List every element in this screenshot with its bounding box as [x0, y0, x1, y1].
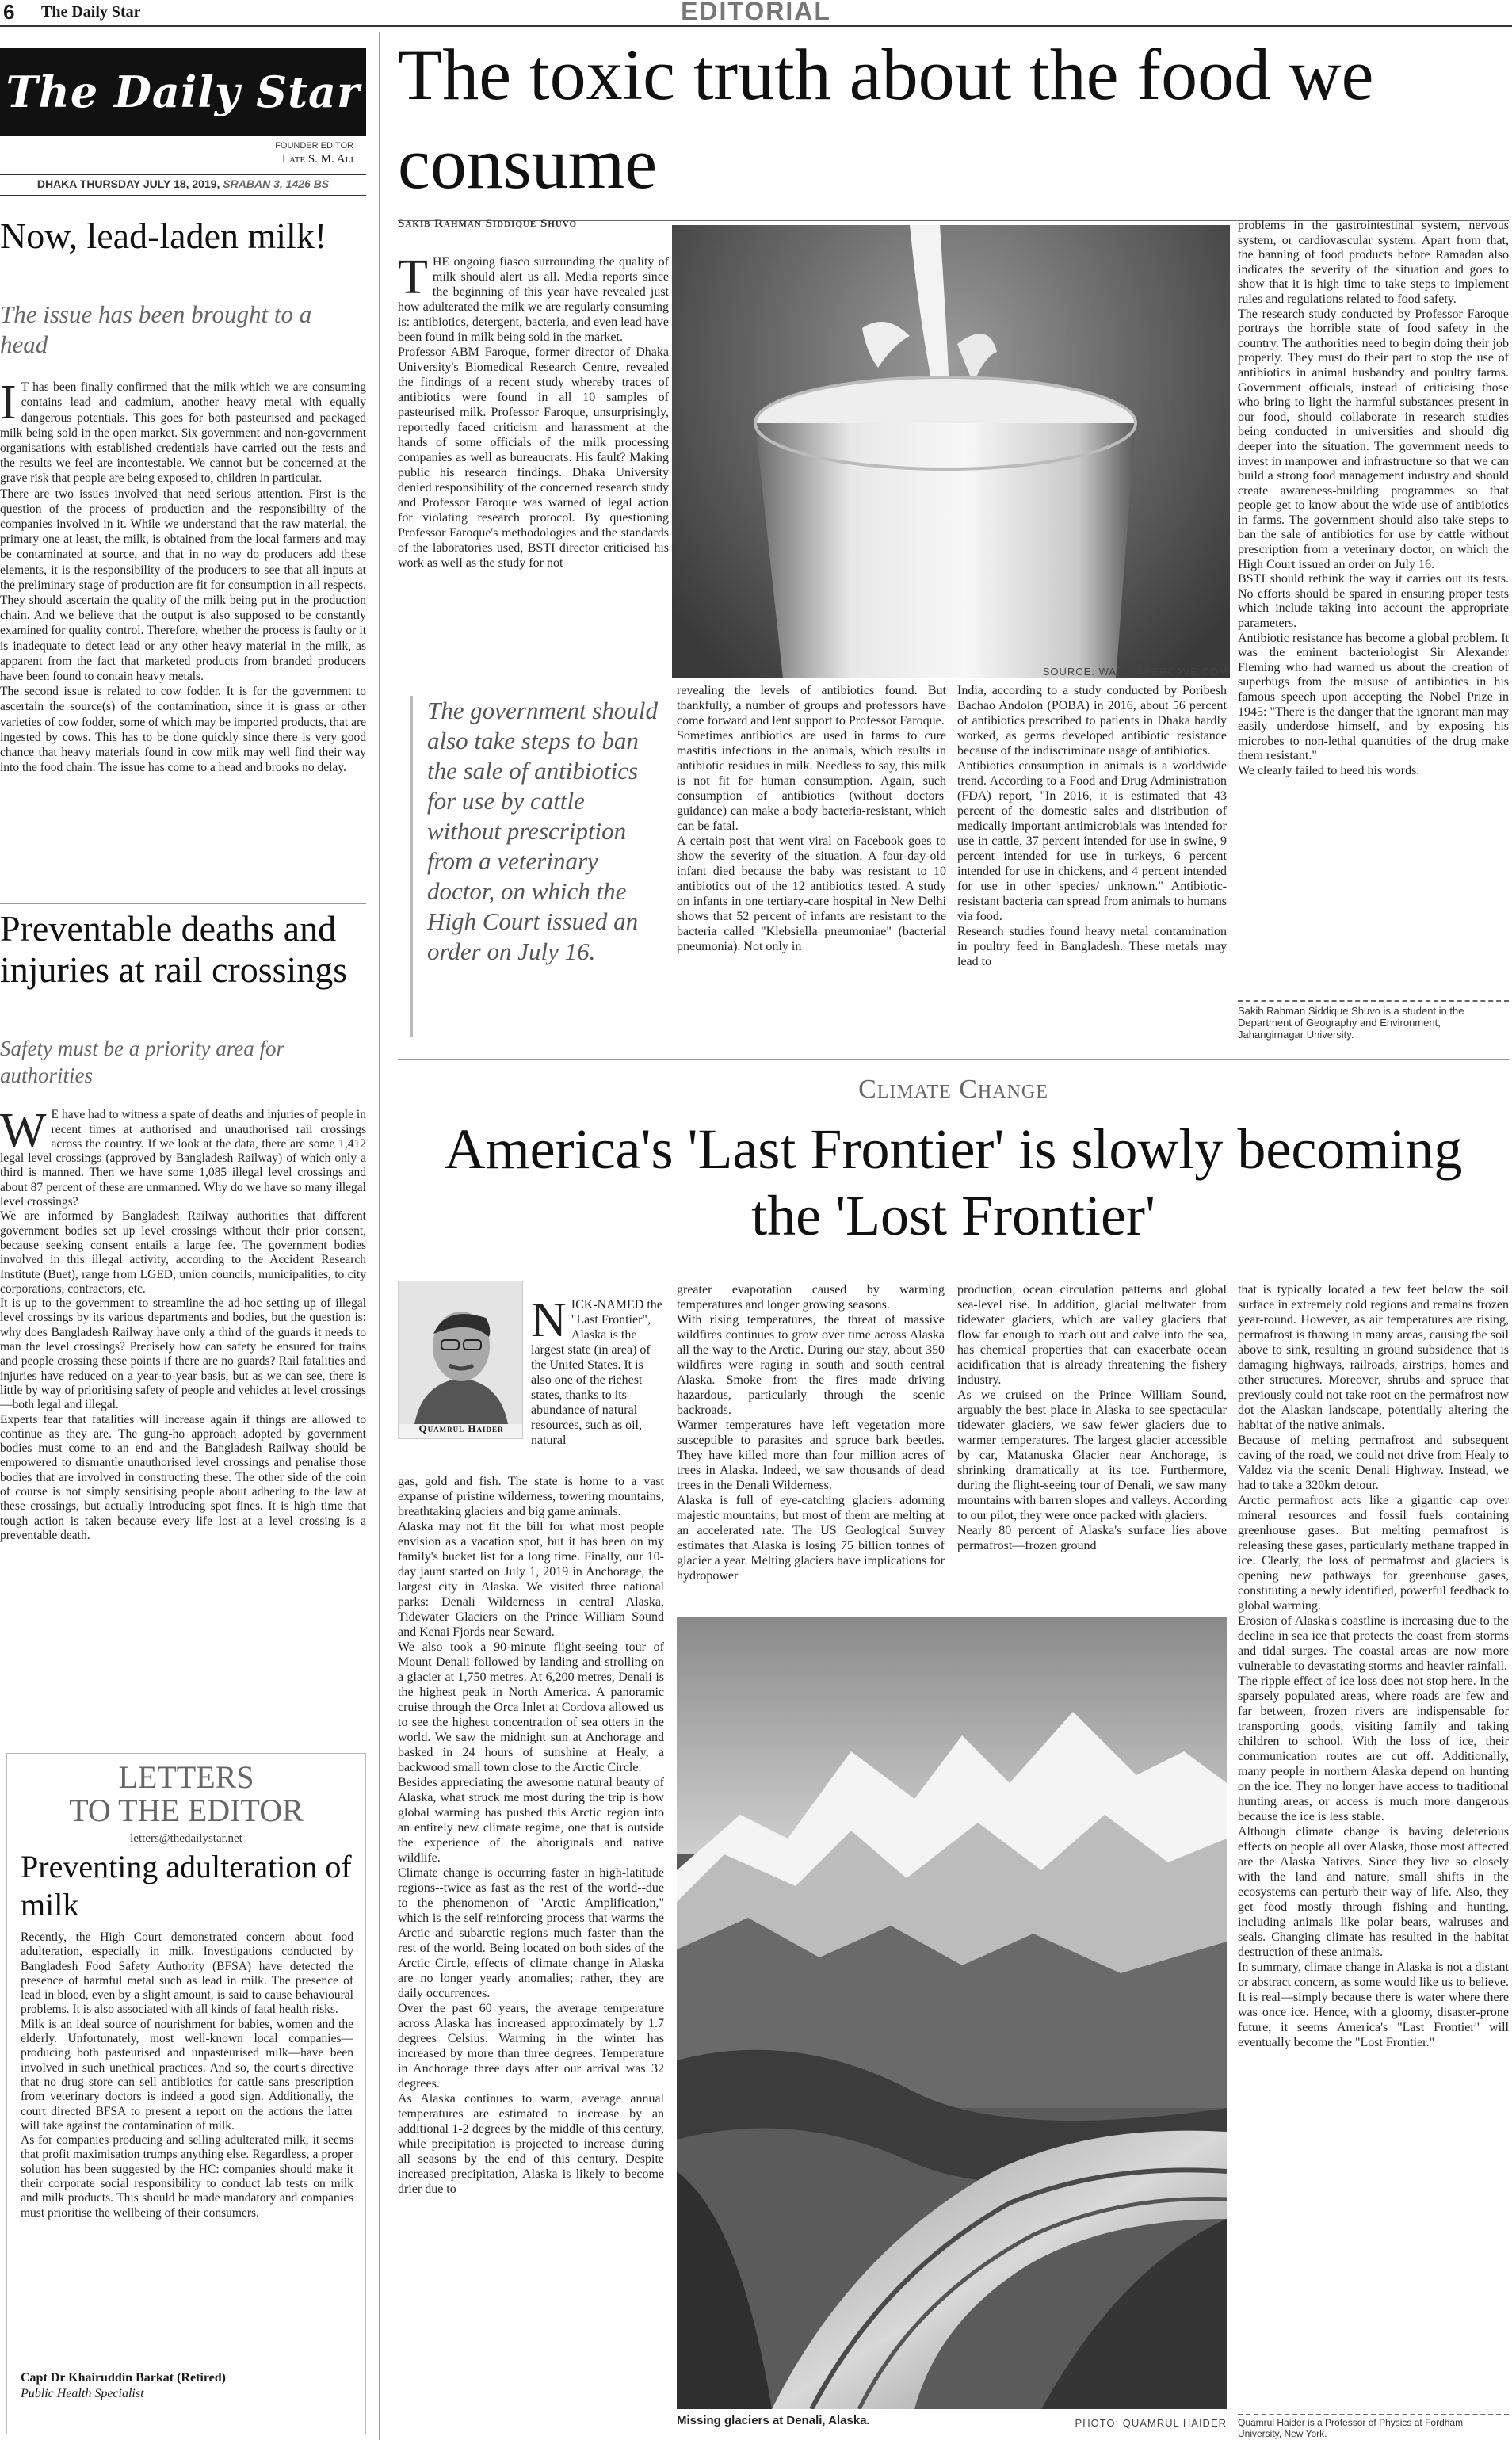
masthead-rule — [0, 174, 366, 175]
milk-pullquote-box — [410, 696, 662, 1037]
editorial2-dropcap: W — [0, 1104, 47, 1159]
editorial2-headline: Preventable deaths and injuries at rail crossings — [0, 908, 348, 990]
climate-dropcap: N — [531, 1293, 567, 1347]
milk-author-note: Sakib Rahman Siddique Shuvo is a student in the Department of Geography and Environment, Jahangirnagar University. — [1238, 1005, 1464, 1041]
dateline-bangla: SRABAN 3, 1426 BS — [223, 178, 330, 190]
milk-photo — [672, 225, 1230, 678]
milk-col2: revealing the levels of antibiotics found. But thankfully, a number of groups and professors have come forward and lent support to Professor Faroque. Sometimes antibiotics are used in farms to cure mastitis infections in the animals, which results in antibiotic residues in milk. Needless to say, this milk is not fit for human consumption. Again, such consumption of antibiotics (without doctors' guidance) can make a body bacteria-resistant, which can be fatal. A certain post that went viral on Facebook goes to show the severity of the situation. A four-day-old infant died because the baby was resistant to 10 antibiotics out of the 12 antibiotics tested. A study on infants in one tertiary-care hospital in New Delhi shows that 52 percent of infants are resistant to the bacteria called "Klebsiella pneumoniae" (bacterial pneumonia). Not only in — [677, 684, 946, 953]
masthead-rule-2 — [0, 195, 366, 196]
glacier-landscape-illustration — [677, 1617, 1227, 2409]
editorial2-body — [0, 1094, 366, 1716]
climate-top-rule — [398, 1059, 1509, 1060]
editorial1-subhead: The issue has been brought to a head — [0, 300, 312, 358]
letters-title — [6, 1761, 366, 1827]
climate-author-rule — [1238, 2414, 1509, 2415]
editorial2-text: E have had to witness a spate of deaths and injuries of people in recent times at authorised and unauthorised rail crossings across the country. If we look at the data, there are some 1,412 legal level crossings (approved by Bangladesh Railway) of which only a third is manned. Then we have some 1,085 illegal level crossings and about 87 percent of these are unmanned. Why do we have so many illegal level crossings? We are informed by Bangladesh Railway authorities that different government bodies set up level crossings without their prior consent, because seeking consent entails a large fee. The government bodies involved in this illegal activity, according to the Accident Research Institute (Buet), range from LGED, union councils, municipalities, to city corporations, contractors, etc. It is up to the government to streamline the ad-hoc setting up of illegal level crossings by its various departments and bodies, but the question is: why does Bangladesh Railway have only a third of the guards it needs to man the level crossings? Precisely how can safety be ensured for trains and people crossing these points if there are no guards? Rail fatalities and injuries have reduced on a year-to-year basis, but as we can see, there is little by way of prioritising safety of people and vehicles at level crossings—both legal and illegal. Experts fear that fatalities will increase again if things are allowed to continue as they are. The gung-ho approach adopted by government bodies must come to an end and the Bangladesh Railway should be empowered to dismantle unauthorised level crossings and penalise those bodies that are involved in constructing these. The other side of the coin of course is not simply sensitising people about adhering to the law at these crossings, but actually introducing spot fines. It is high time that tough action is taken because every life lost at a level crossing is a preventable death. — [0, 1108, 366, 1542]
author-portrait-illustration — [399, 1281, 523, 1424]
climate-col1-top — [531, 1282, 662, 1479]
milk-col1 — [398, 239, 669, 683]
founder-label: FOUNDER EDITOR — [275, 141, 353, 151]
author-photo-label: Quamrul Haider — [418, 1422, 504, 1434]
dateline-date: DHAKA THURSDAY JULY 18, 2019, — [36, 178, 220, 190]
climate-col2: greater evaporation caused by warming temperatures and longer growing seasons. With rising temperatures, the threat of massive wildfires continues to grow over time across Alaska all the way to the Arctic. During our stay, about 350 wildfires were raging in south and south central Alaska. Smoke from the fires made driving hazardous, particularly through the scenic backroads. Warmer temperatures have left vegetation more susceptible to parasites and spruce bark beetles. They have killed more than four million acres of trees in Alaska. Indeed, we saw thousands of dead trees in the Denali Wilderness. Alaska is full of eye-catching glaciers adorning majestic mountains, but most of them are melting at an accelerated rate. The US Geological Survey estimates that Alaska is losing 75 billion tonnes of glacier a year. Melting glaciers have implications for hydropower — [677, 1283, 945, 1583]
climate-col3: production, ocean circulation patterns and global sea-level rise. In addition, glacial meltwater from tidewater glaciers, which are valley glaciers that flow far enough to reach out and calve into the sea, has chemical properties that can exacerbate ocean acidification that is already threatening the fishery industry. As we cruised on the Prince William Sound, arguably the best place in Alaska to see spectacular tidewater glaciers, we saw fewer glaciers due to warmer temperatures. The largest glacier accessible by car, Matanuska Glacier near Anchorage, is shrinking dramatically at its toe. Furthermore, during the flight-seeing tour of Denali, we saw many mountains with barren slopes and valleys. According to our pilot, they were once packed with glaciers. Nearly 80 percent of Alaska's surface lies above permafrost—frozen ground — [957, 1283, 1227, 1552]
column-divider — [379, 32, 380, 2440]
milk-pullquote: The government should also take steps to ban the sale of antibiotics for use by cattle without prescription from a veterinary doctor, on which the High Court issued an order on July 16. — [427, 697, 659, 965]
dateline — [0, 178, 366, 190]
editorial1-headline: Now, lead-laden milk! — [0, 216, 327, 256]
letter-signature-title: Public Health Specialist — [21, 2387, 144, 2400]
letter-signature: Capt Dr Khairuddin Barkat (Retired) — [21, 2371, 226, 2385]
letter-headline: Preventing adulteration of milk — [21, 1849, 352, 1923]
editorial-separator — [0, 903, 366, 904]
editorial1-dropcap: I — [0, 376, 17, 430]
editorial1-body — [0, 365, 366, 899]
paper-name-small: The Daily Star — [41, 3, 141, 21]
milk-author-rule — [1238, 1000, 1509, 1002]
letter-body: Recently, the High Court demonstrated concern about food adulteration, especially in milk. Investigations conducted by Bangladesh Food Safety Authority (BFSA) have detected the presence of harmful metal such as lead in milk. The presence of lead in blood, even by a slight amount, is said to cause behavioural problems. It is also associated with all kinds of fatal health risks. Milk is an ideal source of nourishment for babies, women and the elderly. Unfortunately, most well-known local companies—producing both pasteurised and unpasteurised milk—have been involved in such unethical practices. And so, the court's directive that no drug store can sell antibiotics for cattle sans prescription from veterinary doctors is indeed a good sign. Additionally, the court directed BFSA to present a report on the actions the latter will take against the contamination of milk. As for companies producing and selling adulterated milk, it seems that profit maximisation trumps anything else. Regardless, a proper solution has been suggested by the HC: companies should make it their corporate social responsibility to conduct lab tests on milk and milk products. This should be made mandatory and companies must prioritise the wellbeing of their consumers. — [21, 1930, 353, 2220]
climate-col1: gas, gold and fish. The state is home to a vast expanse of pristine wilderness, towering mountains, breathtaking glaciers and big game animals. Alaska may not fit the bill for what most people envision as a vacation spot, but it has been on my family's bucket list for a long time. Finally, our 10-day jaunt started on July 1, 2019 in Anchorage, the largest city in Alaska. We visited three national parks: Denali Wilderness in central Alaska, Tidewater Glaciers on the Prince William Sound and Kenai Fjords near Seward. We also took a 90-minute flight-seeing tour of Mount Denali followed by landing and strolling on a glacier at 1,750 metres. At 6,200 metres, Denali is the highest peak in North America. A panoramic cruise through the Orca Inlet at Cordova allowed us to see the highest concentration of sea otters in the world. We saw the midnight sun at Anchorage and basked in 24 hours of sunshine at Healy, a backwood small town close to the Arctic Circle. Besides appreciating the awesome natural beauty of Alaska, what struck me most during the trip is how global warming has pushed this Arctic region into an entirely new climate regime, one that is outside the experience of the aboriginals and native wildlife. Climate change is occurring faster in high-latitude regions--twice as fast as the rest of the world--due to the phenomenon of "Arctic Amplification," which is the self-reinforcing process that warms the Arctic and subarctic regions much faster than the rest of the world. Being located on both sides of the Arctic Circle, effects of climate change in Alaska are no longer yearly anomalies; rather, they are daily occurrences. Over the past 60 years, the average temperature across Alaska has increased approximately by 1.7 degrees Celsius. Warming in the winter has increased by more than three degrees. Temperature in Anchorage three days after our arrival was 32 degrees. As Alaska continues to warm, average annual temperatures are estimated to increase by an additional 1-2 degrees by the middle of this century, while precipitation is projected to increase during all seasons by the end of this century. Despite increased precipitation, Alaska is likely to become drier due to — [398, 1475, 664, 2196]
masthead-logo: The Daily Star — [0, 48, 366, 136]
editorial1-text: T has been finally confirmed that the milk which we are consuming contains lead and cadmium, another heavy metal with equally dangerous potentials. This goes for both pasteurised and packaged milk being sold in the open market. Six government and non-government organisations with established credentials have carried out the tests and the results we feel are incontestable. We cannot but be concerned at the grave risk that people are being exposed to, children in particular. There are two issues involved that need serious attention. First is the question of the process of production and the responsibility of the companies involved in it. While we understand that the raw material, the primary one at least, the milk, is obtained from the local farmers and may be contaminated at source, and that in no way do producers add these elements, it is the responsibility of the producers to see that all inputs at the preliminary stage of production are fit for consumption in all respects. They should ascertain the quality of the milk being put in the production chain. And we believe that the output is also supposed to be constantly examined for quality control. Therefore, whether the process is faulty or it is inadequate to detect lead or any other heavy material in the milk, as apparent from the fact that marketed products from branded producers have been found to contain heavy metals. The second issue is related to cow fodder. It is for the government to ascertain the source(s) of the contamination, since it is grass or other varieties of cow fodder, some of which may be imported products, that are ingested by cows. This has to be done quickly since there is very good chance that heavy materials found in cow milk may well find their way into the food chain. The issue has come to a head and brooks no delay. — [0, 380, 366, 775]
glacier-caption: Missing glaciers at Denali, Alaska. — [677, 2414, 870, 2427]
milk-byline: Sakib Rahman Siddique Shuvo — [398, 217, 578, 230]
climate-kicker: Climate Change — [858, 1075, 1048, 1104]
founder-name: Late S. M. Ali — [281, 153, 353, 166]
milk-col1-text: HE ongoing fiasco surrounding the quality of milk should alert us all. Media reports since the beginning of this year have revealed just how adulterated the milk we are regularly consuming is: antibiotics, detergent, bacteria, and even lead have been found in milk being sold in the market. Professor ABM Faroque, former director of Dhaka University's Biomedical Research Centre, revealed the findings of a recent study whereby traces of antibiotics were found in all 10 samples of pasteurised milk. Professor Faroque, unsurprisingly, reportedly faced criticism and harassment at the hands of some officials of the milk processing companies as well as bureaucrats. His fault? Making public his research findings. Dhaka University denied responsibility of the concerned research study and Professor Faroque was warned of legal action for violating research protocol. By questioning Professor Faroque's methodologies and the standards of the laboratories used, BSTI director criticised his work as well as the study for not — [398, 255, 669, 570]
glacier-photo — [677, 1617, 1227, 2409]
climate-headline: America's 'Last Frontier' is slowly becoming the 'Lost Frontier' — [444, 1117, 1463, 1247]
letters-email[interactable]: letters@thedailystar.net — [130, 1832, 242, 1845]
section-label: EDITORIAL — [681, 0, 831, 25]
climate-author-note: Quamrul Haider is a Professor of Physics at Fordham University, New York. — [1238, 2417, 1464, 2439]
milk-glass-illustration — [672, 225, 1230, 678]
climate-col1-top-text: ICK-NAMED the "Last Frontier", Alaska is the largest state (in area) of the United States. It is also one of the richest states, thanks to its abundance of natural resources, such as oil, natural — [531, 1298, 662, 1447]
page-number: 6 — [3, 0, 15, 24]
letters-title-line2: TO THE EDITOR — [69, 1793, 304, 1828]
letters-title-line1: LETTERS — [118, 1759, 254, 1795]
glacier-photo-credit: PHOTO: QUAMRUL HAIDER — [1075, 2417, 1227, 2429]
editorial2-subhead: Safety must be a priority area for authorities — [0, 1037, 284, 1087]
milk-dropcap: T — [398, 250, 428, 304]
milk-col4: problems in the gastrointestinal system, nervous system, or cardiovascular system. Apart from that, the banning of food products before Ramadan also indicates the severity of the situation and goes to show that it is high time to take steps to implement rules and regulations related to food safety. The research study conducted by Professor Faroque portrays the horrible state of food safety in the country. The authorities need to begin doing their job properly. They must do their part to stop the use of antibiotics in animal husbandry and poultry farms. Government officials, instead of criticising those who bring to light the harmful substances present in our food, should collaborate in research studies being conducted in universities and should dig deeper into the situation. The government needs to invest in manpower and infrastructure so that we can build a strong food management industry and should create awareness-building programmes so that people get to know about the wide use of antibiotics in farms. The government should also take steps to ban the sale of antibiotics for use by cattle without prescription from a veterinary doctor, on which the High Court issued an order on July 16. BSTI should rethink the way it carries out its tests. No efforts should be spared in ensuring proper tests which include taking into account the appropriate parameters. Antibiotic resistance has become a global problem. It was the eminent bacteriologist Sir Alexander Fleming who had warned us about the creation of superbugs from the misuse of antibiotics in his famous speech upon accepting the Nobel Prize in 1945: "There is the danger that the ignorant man may easily underdose himself, and by exposing his microbes to non-lethal quantities of the drug make them resistant." We clearly failed to heed his words. — [1238, 219, 1509, 777]
milk-headline: The toxic truth about the food we consume — [398, 34, 1374, 204]
page-header-bar — [0, 0, 1512, 27]
author-photo — [398, 1281, 523, 1439]
milk-col3: India, according to a study conducted by Poribesh Bachao Andolon (POBA) in 2016, about 56 percent of antibiotics prescribed to patients in Dhaka hardly worked, as germs developed antibiotic resistance because of the indiscriminate usage of antibiotics. Antibiotics consumption in animals is a worldwide trend. According to a Food and Drug Administration (FDA) report, "In 2016, it is estimated that 43 percent of the domestic sales and distribution of medically important antimicrobials was intended for use in cattle, 37 percent intended for use in swine, 9 percent intended for use in turkeys, 6 percent intended for use in chickens, and 4 percent intended for use in other species/ unknown." Antibiotic-resistant bacteria can spread from animals to humans via food. Research studies found heavy metal contamination in poultry feed in Bangladesh. These metals may lead to — [957, 684, 1227, 968]
climate-col4: that is typically located a few feet below the soil surface in extremely cold regions and remains frozen year-round. However, as air temperatures are rising, permafrost is thawing in many areas, causing the soil above to sink, resulting in ground subsidence that is damaging highways, railroads, airstrips, homes and other structures. Moreover, shrubs and spruce that previously could not take root on the permafrost now dot the Alaskan landscape, potentially altering the habitat of the native animals. Because of melting permafrost and subsequent caving of the road, we could not drive from Healy to Valdez via the scenic Denali Highway. Instead, we had to take a 320km detour. Arctic permafrost acts like a gigantic cap over mineral resources and fossil fuels containing greenhouse gases. But melting permafrost is releasing these gases, particularly methane trapped in ice. Clearly, the loss of permafrost and glaciers is opening new pathways for greenhouse gases, constituting a newly identified, powerful feedback to global warming. Erosion of Alaska's coastline is increasing due to the decline in sea ice that protects the coast from storms and tidal surges. The coastal areas are now more vulnerable to devastating storms and heavier rainfall. The ripple effect of ice loss does not stop here. In the sparsely populated areas, where roads are few and far between, frozen rivers are indispensable for transporting goods, visiting family and taking children to school. With the loss of ice, their communication routes are cut off. Additionally, many people in northern Alaska depend on hunting on the ice. They no longer have access to traditional hunting areas, or access is much more dangerous because the ice is less stable. Although climate change is having deleterious effects on people all over Alaska, those most affected are the Alaska Natives. Since they live so closely with the land and nature, small shifts in the ecosystems can perturb their way of life. Also, they get food mostly through fishing and hunting, including animals like polar bears, walruses and seals. Changing climate has resulted in the habitat destruction of these animals. In summary, climate change in Alaska is not a distant or abstract concern, as some would like us to believe. It is real—simply because there is water where there was once ice. Hence, with a gloomy, disaster-prone future, it seems America's "Last Frontier" will eventually become the "Lost Frontier." — [1238, 1283, 1509, 2049]
milk-photo-credit: SOURCE: WALLPAPERCAVE.COM — [1042, 666, 1228, 678]
